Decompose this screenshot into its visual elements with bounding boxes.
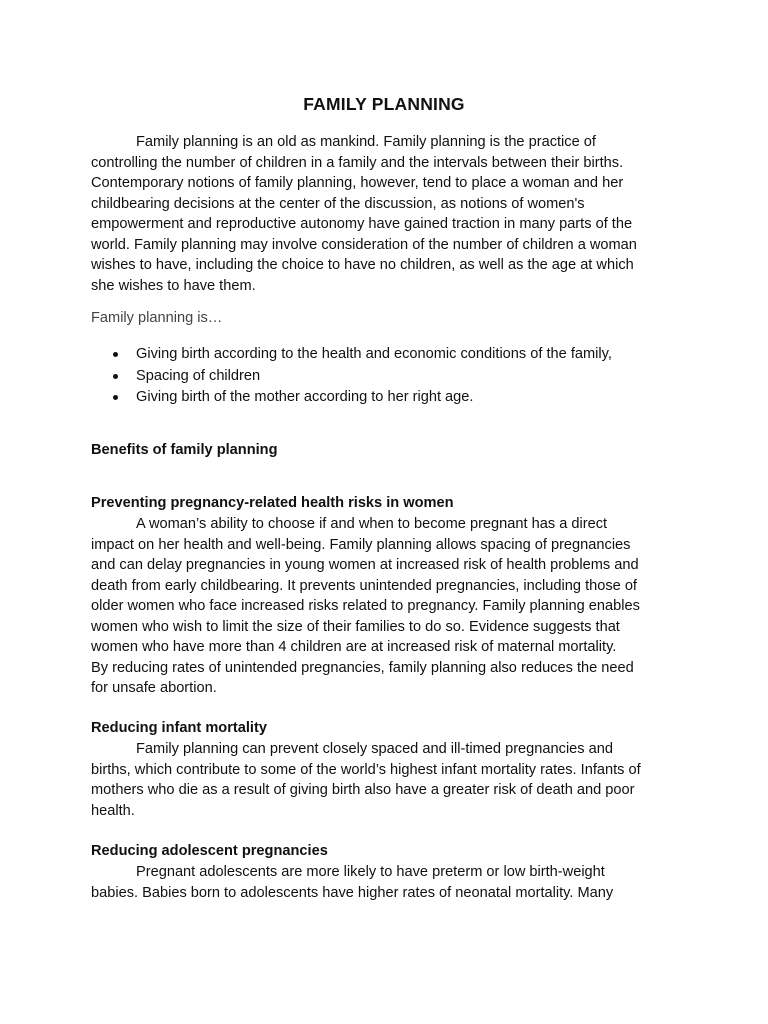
benefits-heading: Benefits of family planning [91, 442, 278, 458]
section-line: By reducing rates of unintended pregnancies, family planning also reduces the need [91, 659, 634, 676]
document-title: FAMILY PLANNING [303, 94, 465, 114]
section-line: for unsafe abortion. [91, 680, 217, 696]
bullet-icon [113, 395, 118, 400]
list-item [91, 387, 612, 409]
section-line: and can delay pregnancies in young women at increased risk of health problems and [91, 557, 639, 573]
list-item [91, 366, 612, 388]
intro-line: Contemporary notions of family planning, however, tend to place a woman and her [91, 175, 624, 191]
bullet-icon [113, 374, 118, 379]
section-paragraph [91, 514, 681, 699]
list-item-text: Giving birth according to the health and economic conditions of the family, [136, 346, 612, 362]
section-line: older women who face increased risks related to pregnancy. Family planning enables [91, 598, 640, 614]
section-heading: Preventing pregnancy-related health risks in women [91, 495, 454, 511]
intro-line: controlling the number of children in a family and the intervals between their births. [91, 154, 624, 171]
bullet-icon [113, 352, 118, 357]
section-line: women who wish to limit the size of their families to do so. Evidence suggests that [91, 618, 620, 635]
section-line: death from early childbearing. It prevents unintended pregnancies, including those of [91, 577, 637, 594]
section-paragraph [91, 739, 681, 821]
section-line: births, which contribute to some of the world’s highest infant mortality rates. Infants of [91, 761, 641, 778]
section-line: A woman’s ability to choose if and when to become pregnant has a direct [136, 516, 608, 532]
section-line: babies. Babies born to adolescents have higher rates of neonatal mortality. Many [91, 884, 614, 901]
bullet-list [91, 344, 612, 409]
intro-line: wishes to have, including the choice to have no children, as well as the age at which [91, 257, 634, 273]
intro-line: Family planning is an old as mankind. Family planning is the practice of [136, 134, 596, 150]
section-line: health. [91, 802, 135, 819]
list-item [91, 344, 612, 366]
section-line: women who have more than 4 children are at increased risk of maternal mortality. [91, 639, 617, 655]
intro-line: childbearing decisions at the center of the discussion, as notions of women's [91, 195, 585, 212]
section-line: impact on her health and well-being. Family planning allows spacing of pregnancies [91, 536, 631, 553]
section-line: Family planning can prevent closely spaced and ill-timed pregnancies and [136, 741, 613, 757]
section-line: mothers who die as a result of giving birth also have a greater risk of death and poor [91, 782, 635, 798]
intro-paragraph [91, 132, 681, 296]
list-item-text: Giving birth of the mother according to her right age. [136, 389, 474, 405]
intro-line: she wishes to have them. [91, 277, 256, 294]
section-heading: Reducing infant mortality [91, 720, 267, 736]
section-heading: Reducing adolescent pregnancies [91, 843, 328, 859]
list-item-text: Spacing of children [136, 367, 261, 384]
intro-line: world. Family planning may involve consideration of the number of children a woman [91, 236, 637, 253]
section-paragraph [91, 862, 681, 903]
section-line: Pregnant adolescents are more likely to have preterm or low birth-weight [136, 864, 605, 880]
lead-in-text: Family planning is… [91, 310, 223, 326]
intro-line: empowerment and reproductive autonomy have gained traction in many parts of the [91, 216, 633, 232]
